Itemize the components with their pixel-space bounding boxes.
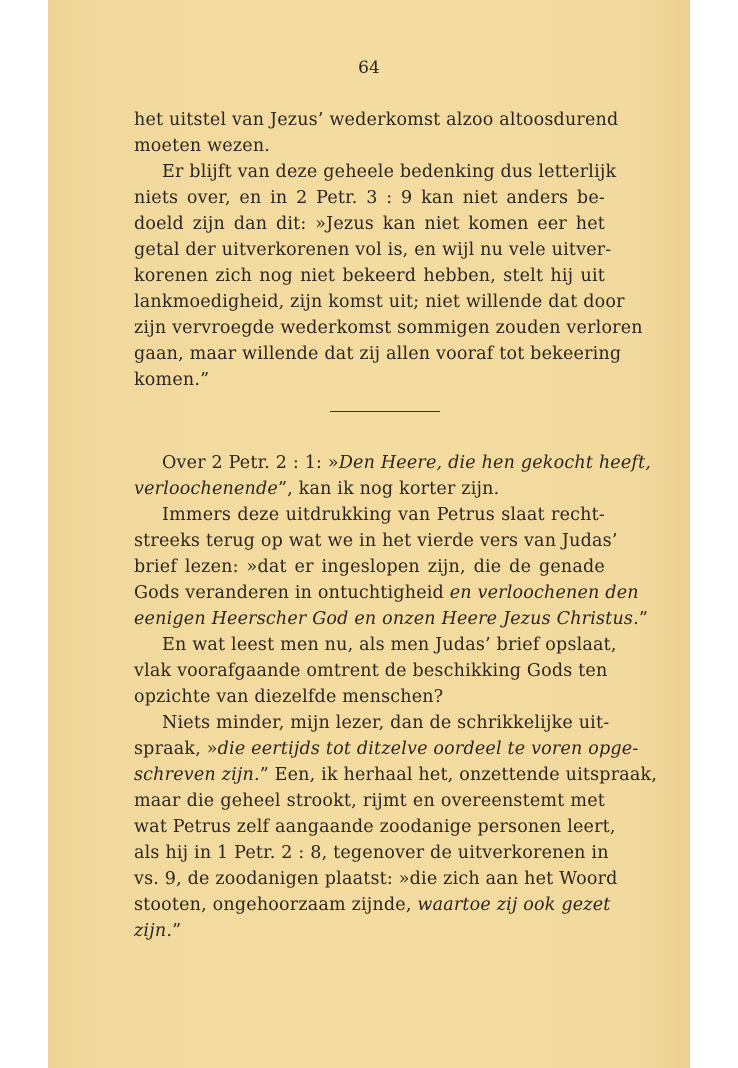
text-segment: Er blijft van deze geheele bedenking dus letterlijk [162, 162, 617, 182]
text-line [134, 554, 605, 580]
text-line [134, 606, 649, 632]
text-line [134, 107, 619, 133]
text-line [134, 814, 616, 840]
text-line [134, 367, 605, 393]
text-line [134, 528, 618, 554]
text-segment: En wat leest men nu, als men Judas’ brief opslaat, [162, 635, 617, 655]
italic-segment: die eertijds tot ditzelve oordeel te voren opge- [217, 739, 639, 759]
text-segment: Gods veranderen in ontuchtigheid [134, 583, 450, 603]
text-segment: opzichte van diezelfde menschen? [134, 687, 444, 707]
text-segment: ” [172, 921, 182, 941]
text-segment: ”, kan ik nog korter zijn. [277, 479, 500, 499]
text-segment: komen.” [134, 370, 210, 390]
text-segment: getal der uitverkorenen vol is, en wijl nu vele uitver- [134, 240, 612, 260]
text-line [134, 632, 617, 658]
italic-segment: en verloochenen den [449, 583, 639, 603]
text-segment: streeks terug op wat we in het vierde vers van Judas’ [134, 531, 618, 551]
text-line [134, 918, 605, 944]
paragraph-block-upper [134, 107, 643, 393]
text-segment: gaan, maar willende dat zij allen vooraf tot bekeering [134, 344, 622, 364]
text-segment: wat Petrus zelf aangaande zoodanige personen leert, [134, 817, 616, 837]
text-segment: doeld zijn dan dit: »Jezus kan niet komen eer het [134, 214, 605, 234]
text-line [134, 237, 612, 263]
text-segment: zijn vervroegde wederkomst sommigen zouden verloren [134, 318, 643, 338]
text-line [134, 788, 605, 814]
text-segment: als hij in 1 Petr. 2 : 8, tegenover de uitverkorenen in [134, 843, 609, 863]
italic-segment: schreven zijn. [134, 765, 260, 785]
page-number: 64 [358, 58, 380, 78]
text-line [134, 840, 609, 866]
italic-segment: Den Heere, die hen gekocht heeft, [338, 453, 652, 473]
text-segment: Over 2 Petr. 2 : 1: » [162, 453, 339, 473]
text-line [134, 762, 658, 788]
book-page [48, 0, 690, 1068]
text-line [134, 866, 618, 892]
text-line [134, 580, 639, 606]
text-line [134, 185, 605, 211]
text-line [134, 133, 605, 159]
text-segment: ” [638, 609, 649, 629]
paragraph-block-lower [134, 450, 658, 944]
text-segment: Niets minder, mijn lezer, dan de schrikkelijke uit- [162, 713, 610, 733]
text-segment: moeten wezen. [134, 136, 271, 156]
text-line [134, 211, 605, 237]
section-divider [330, 411, 440, 412]
text-segment: vlak voorafgaande omtrent de beschikking Gods ten [134, 661, 608, 681]
italic-segment: verloochenende [134, 479, 278, 499]
text-segment: ” Een, ik herhaal het, onzettende uitspraak, [259, 765, 658, 785]
text-segment: korenen zich nog niet bekeerd hebben, stelt hij uit [134, 266, 605, 286]
text-line [134, 450, 652, 476]
text-line [134, 710, 610, 736]
text-line [134, 658, 608, 684]
text-segment: maar die geheel strookt, rijmt en overeenstemt met [134, 791, 605, 811]
text-segment: Immers deze uitdrukking van Petrus slaat recht- [162, 505, 605, 525]
text-segment: vs. 9, de zoodanigen plaatst: »die zich aan het Woord [134, 869, 618, 889]
text-line [134, 684, 605, 710]
text-line [134, 476, 605, 502]
italic-segment: zijn. [134, 921, 173, 941]
text-line [134, 263, 605, 289]
italic-segment: waartoe zij ook gezet [417, 895, 611, 915]
text-segment: het uitstel van Jezus’ wederkomst alzoo altoosdurend [134, 110, 619, 130]
text-segment: lankmoedigheid, zijn komst uit; niet willende dat door [134, 292, 625, 312]
text-line [134, 502, 605, 528]
text-line [134, 289, 625, 315]
text-line [134, 736, 639, 762]
text-line [134, 315, 643, 341]
text-line [134, 892, 611, 918]
text-segment: brief lezen: »dat er ingeslopen zijn, die de genade [134, 557, 605, 577]
text-line [134, 159, 617, 185]
text-segment: stooten, ongehoorzaam zijnde, [134, 895, 418, 915]
text-segment: spraak, » [134, 739, 218, 759]
text-line [134, 341, 622, 367]
italic-segment: eenigen Heerscher God en onzen Heere Jezus Christus. [134, 609, 639, 629]
text-segment: niets over, en in 2 Petr. 3 : 9 kan niet anders be- [134, 188, 605, 208]
